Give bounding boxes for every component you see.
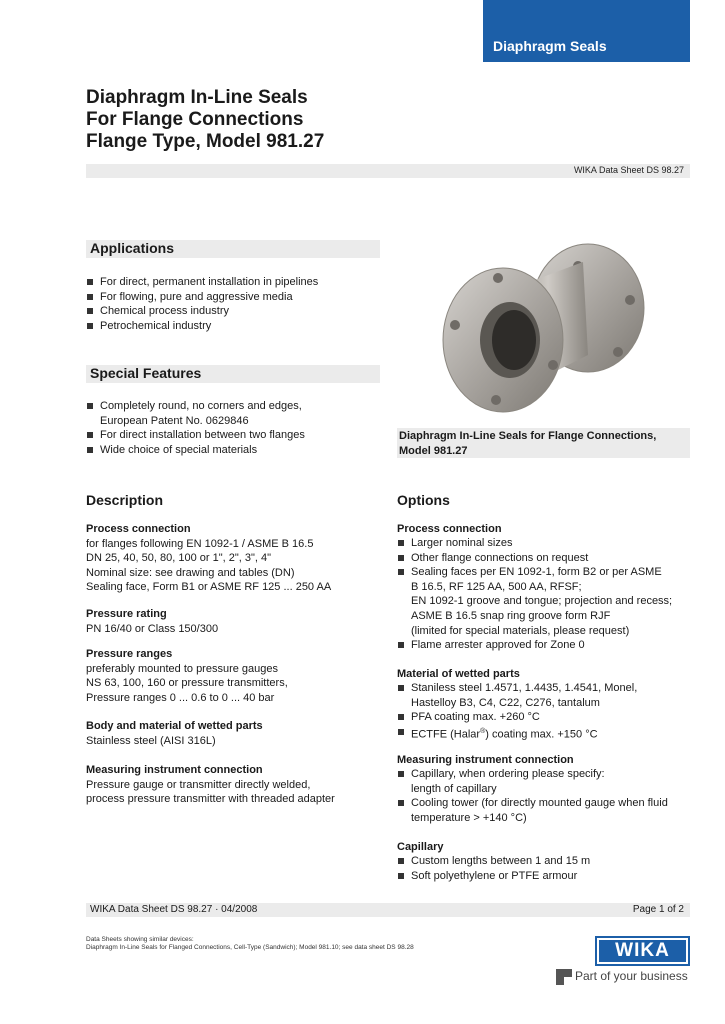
datasheet-ref-bar <box>86 164 690 178</box>
text-line: DN 25, 40, 50, 80, 100 or 1", 2", 3", 4" <box>86 552 272 565</box>
list-item-line: Cooling tower (for directly mounted gauge when fluid <box>411 797 668 810</box>
options-material <box>397 667 520 682</box>
options-capillary-list <box>397 854 590 883</box>
list-item: Petrochemical industry <box>86 319 318 334</box>
text-line: Pressure gauge or transmitter directly welded, <box>86 778 311 791</box>
photo-caption <box>397 428 690 458</box>
list-item-line: B 16.5, RF 125 AA, 500 AA, RFSF; <box>411 580 582 593</box>
tagline-text: Part of your business <box>575 969 688 983</box>
list-item: Larger nominal sizes <box>397 536 672 551</box>
category-banner <box>483 0 690 62</box>
description-body-material <box>86 719 263 748</box>
list-item-line: Sealing faces per EN 1092-1, form B2 or per ASME <box>411 566 662 579</box>
note-line-2: Diaphragm In-Line Seals for Flanged Connections, Cell-Type (Sandwich); Model 981.10; see data sheet DS 98.28 <box>86 944 414 951</box>
options-material-list <box>397 681 637 742</box>
text-line: Sealing face, Form B1 or ASME RF 125 ... 250 AA <box>86 581 332 594</box>
page-title <box>86 87 324 153</box>
category-label: Diaphragm Seals <box>493 38 607 54</box>
options-process-connection <box>397 522 502 537</box>
description-instrument-connection <box>86 763 335 807</box>
list-item-line: length of capillary <box>411 782 497 795</box>
list-item: Soft polyethylene or PTFE armour <box>397 869 590 884</box>
list-item: Custom lengths between 1 and 15 m <box>397 854 590 869</box>
product-photo <box>438 240 658 420</box>
list-item: Wide choice of special materials <box>86 443 305 458</box>
list-item <box>86 399 305 428</box>
similar-devices-note <box>86 936 414 952</box>
list-item-line: temperature > +140 °C) <box>411 811 527 824</box>
special-features-heading: Special Features <box>90 365 202 381</box>
text-line: Pressure ranges 0 ... 0.6 to 0 ... 40 bar <box>86 691 275 704</box>
text-fragment: ECTFE (Halar <box>411 728 481 741</box>
subheading: Process connection <box>86 523 191 535</box>
list-item-line: Staniless steel 1.4571, 1.4435, 1.4541, Monel, <box>411 682 638 694</box>
text-line: NS 63, 100, 160 or pressure transmitters, <box>86 677 288 690</box>
options-heading: Options <box>397 492 450 508</box>
page-number: Page 1 of 2 <box>632 904 684 915</box>
note-line-1: Data Sheets showing similar devices: <box>86 936 194 943</box>
options-instrument-connection-list <box>397 767 668 825</box>
description-pressure-rating <box>86 607 218 636</box>
list-item: For flowing, pure and aggressive media <box>86 290 318 305</box>
list-item: Other flange connections on request <box>397 551 672 566</box>
description-heading: Description <box>86 492 164 508</box>
list-item-line: Hastelloy B3, C4, C22, C276, tantalum <box>411 696 600 709</box>
options-capillary <box>397 840 443 855</box>
list-item: Flame arrester approved for Zone 0 <box>397 638 672 653</box>
subheading: Material of wetted parts <box>397 668 520 680</box>
subheading: Measuring instrument connection <box>86 764 263 776</box>
options-process-connection-list <box>397 536 672 653</box>
subheading: Pressure rating <box>86 608 167 620</box>
caption-line-1: Diaphragm In-Line Seals for Flange Connections, <box>399 430 657 442</box>
list-item-line: EN 1092-1 groove and tongue; projection and recess; <box>411 595 673 608</box>
title-line-3: Flange Type, Model 981.27 <box>86 131 325 152</box>
text-line: Stainless steel (AISI 316L) <box>86 734 216 747</box>
text-line: preferably mounted to pressure gauges <box>86 662 279 675</box>
text-fragment: ) coating max. +150 °C <box>485 728 598 741</box>
title-line-2: For Flange Connections <box>86 109 304 130</box>
list-item <box>397 725 637 742</box>
footer-datasheet: WIKA Data Sheet DS 98.27 · 04/2008 <box>90 904 258 915</box>
datasheet-ref: WIKA Data Sheet DS 98.27 <box>573 165 684 175</box>
list-item: For direct, permanent installation in pipelines <box>86 275 318 290</box>
list-item-line: (limited for special materials, please request) <box>411 624 630 637</box>
list-item: Chemical process industry <box>86 304 318 319</box>
list-item: PFA coating max. +260 °C <box>397 710 637 725</box>
applications-heading-bar <box>86 240 380 258</box>
list-item <box>397 796 668 825</box>
subheading: Process connection <box>397 523 502 535</box>
text-line: process pressure transmitter with threaded adapter <box>86 793 335 806</box>
footer-bar <box>86 903 690 917</box>
text-line: for flanges following EN 1092-1 / ASME B 16.5 <box>86 537 314 550</box>
list-item <box>397 767 668 796</box>
registered-mark: ® <box>480 727 486 735</box>
description-pressure-ranges <box>86 647 288 705</box>
wika-logo-text: WIKA <box>599 940 686 962</box>
subheading: Measuring instrument connection <box>397 754 574 766</box>
options-instrument-connection <box>397 753 574 768</box>
subheading: Body and material of wetted parts <box>86 720 263 732</box>
description-process-connection <box>86 522 331 595</box>
subheading: Pressure ranges <box>86 648 173 660</box>
list-item <box>397 681 637 710</box>
list-item-line: Completely round, no corners and edges, <box>100 400 302 412</box>
subheading: Capillary <box>397 841 444 853</box>
wika-logo <box>595 936 690 966</box>
special-features-heading-bar <box>86 365 380 383</box>
list-item-line: Capillary, when ordering please specify: <box>411 768 605 780</box>
text-line: Nominal size: see drawing and tables (DN) <box>86 566 295 579</box>
tagline-square-icon <box>556 969 572 985</box>
caption-line-2: Model 981.27 <box>399 444 468 457</box>
list-item-line: European Patent No. 0629846 <box>100 414 249 427</box>
list-item-line: ASME B 16.5 snap ring groove form RJF <box>411 609 611 622</box>
special-features-list <box>86 399 305 457</box>
text-line: PN 16/40 or Class 150/300 <box>86 622 219 635</box>
applications-heading: Applications <box>90 240 175 256</box>
title-line-1: Diaphragm In-Line Seals <box>86 87 308 108</box>
list-item <box>397 565 672 638</box>
list-item: For direct installation between two flanges <box>86 428 305 443</box>
applications-list <box>86 275 318 333</box>
